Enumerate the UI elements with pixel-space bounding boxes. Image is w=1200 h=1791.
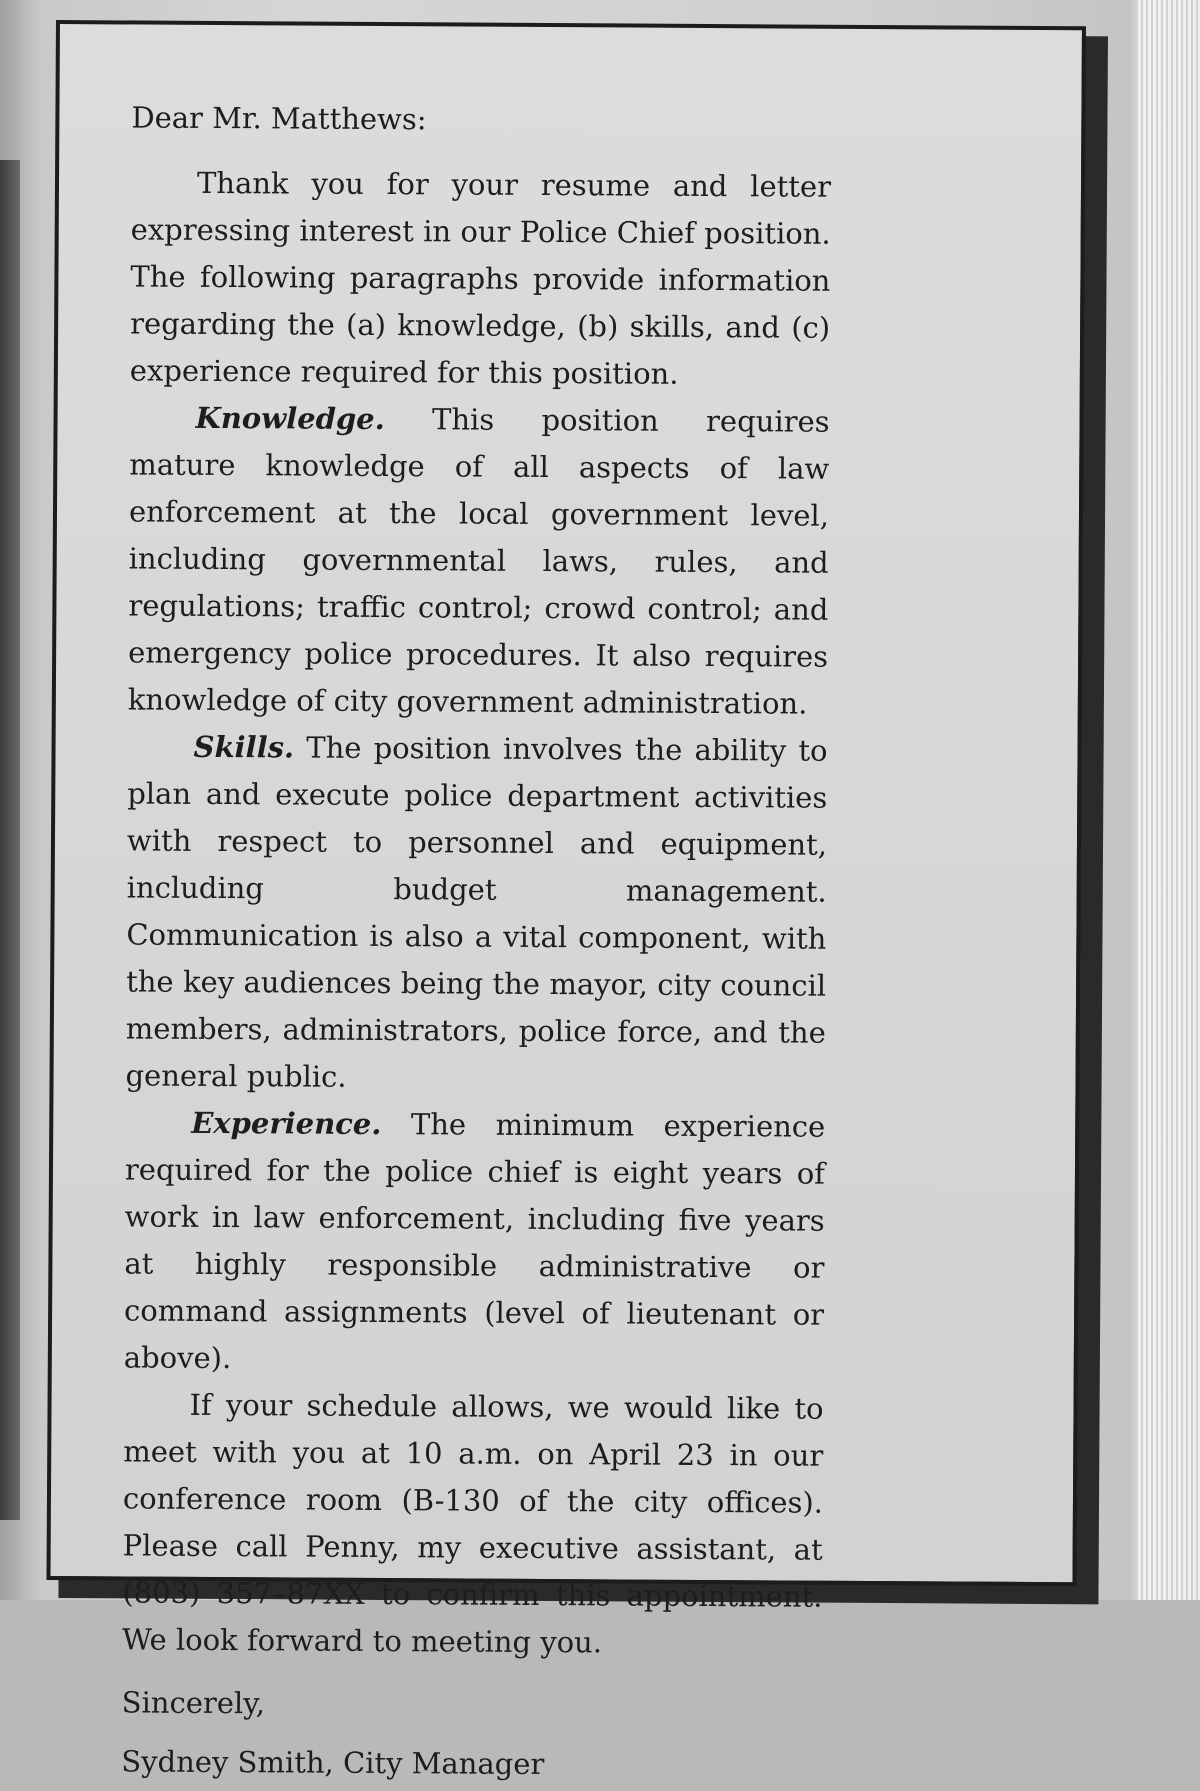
- experience-text: The minimum experience required for the police chief is eight years of work in law enforcement, including five years at highly responsible administrative or command assignments (level of lieutenant or above).: [123, 1107, 826, 1376]
- skills-heading: Skills.: [193, 729, 295, 765]
- closing-paragraph: If your schedule allows, we would like to meet with you at 10 a.m. on April 23 in our conference room (B-130 of the city offices). Please call Penny, my executive assistant, at (803) 357–87XX to confirm this appointment. We look forward to meeting you.: [122, 1387, 824, 1660]
- knowledge-text: This position requires mature knowledge of all aspects of law enforcement at the local government level, including governmental laws, rules, and regulations; traffic control; crowd control; and emergency police procedures. It also requires knowledge of city government administration.: [127, 402, 830, 721]
- experience-paragraph: [124, 1099, 826, 1385]
- signature-line: Sydney Smith, City Manager: [121, 1744, 545, 1782]
- skills-paragraph: [125, 723, 827, 1103]
- experience-heading: Experience.: [191, 1105, 382, 1142]
- left-page-edge: [0, 160, 20, 1520]
- page-stack-edge: [1138, 0, 1200, 1600]
- intro-paragraph: Thank you for your resume and letter expressing interest in our Police Chief position. The following paragraphs provide information regarding the (a) knowledge, (b) skills, and (c) experience required for this position.: [129, 165, 832, 391]
- salutation: Dear Mr. Matthews:: [131, 100, 427, 137]
- knowledge-heading: Knowledge.: [195, 400, 385, 437]
- complimentary-close: Sincerely,: [121, 1685, 266, 1721]
- letter-body: [121, 94, 831, 1789]
- skills-text: The position involves the ability to plan and execute police department activities with respect to personnel and equipment, including budget management. Communication is also a vital component, with the key audiences being the mayor, city council members, administrators, police force, and the general public.: [125, 730, 828, 1094]
- sample-letter-box: [46, 20, 1086, 1782]
- knowledge-paragraph: [128, 394, 830, 727]
